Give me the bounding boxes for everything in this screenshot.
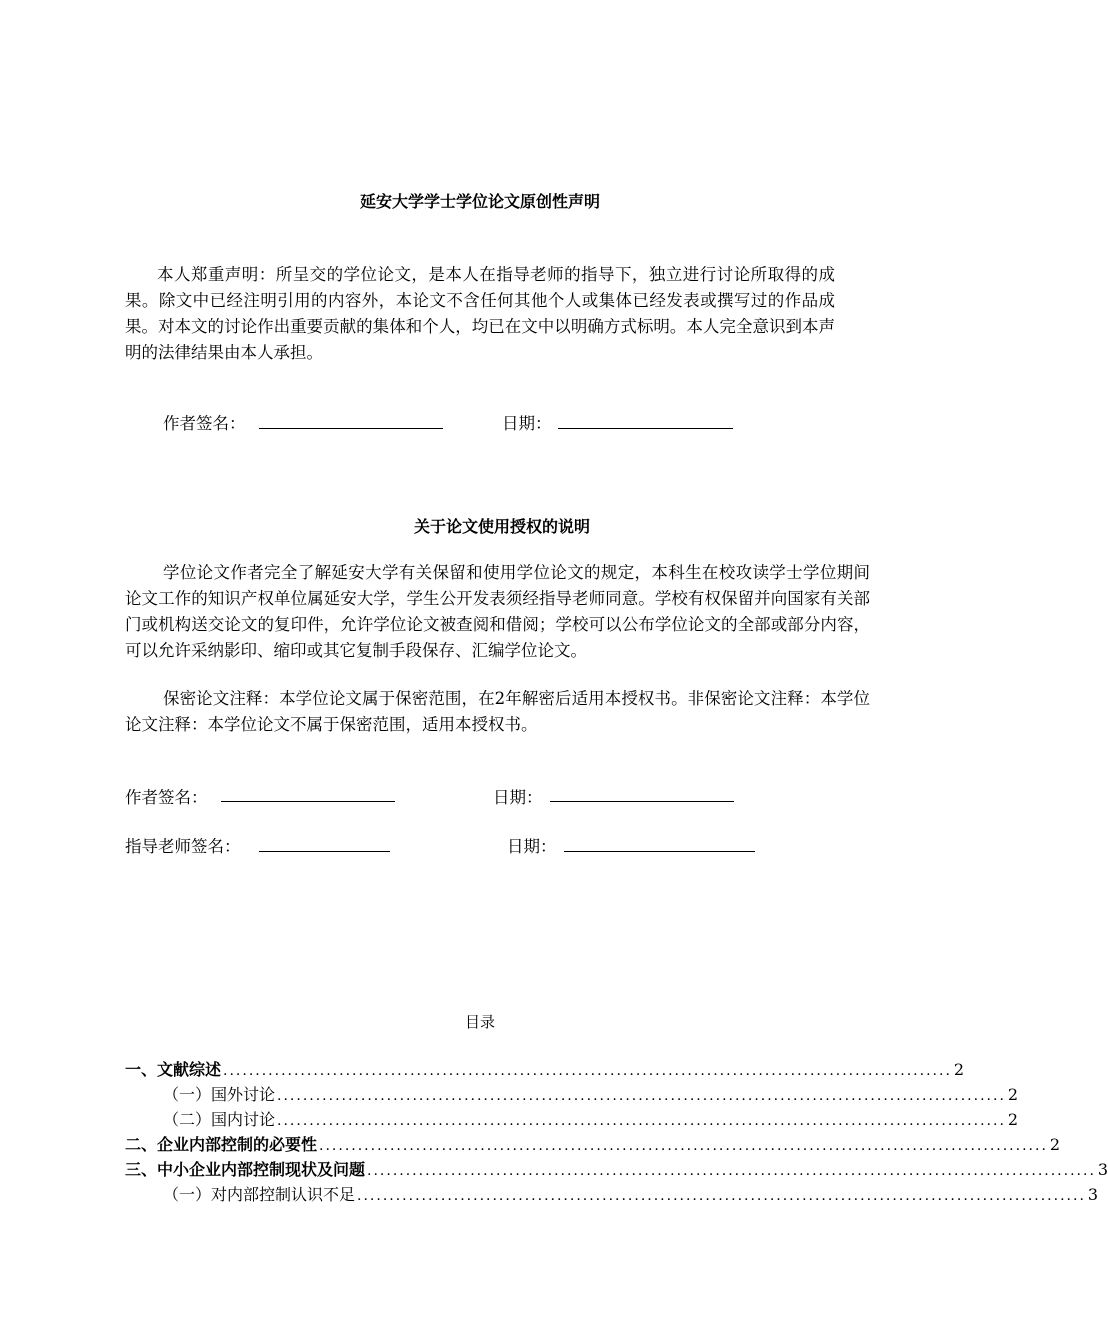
advisor-date-label: 日期： (507, 837, 557, 856)
toc-entry-page: 2 (953, 1060, 965, 1079)
authorization-date-label: 日期： (493, 788, 543, 807)
toc-entry[interactable] (163, 1083, 1019, 1107)
toc-leader-dots: ................................................................................................................. (277, 1088, 1006, 1104)
declaration-author-signature-line[interactable] (259, 428, 443, 429)
toc-entry-page: 3 (1087, 1185, 1099, 1204)
authorization-date-line[interactable] (550, 801, 734, 802)
toc-entry-text: （二）国内讨论 (163, 1110, 276, 1129)
toc-entry-page: 2 (1007, 1085, 1019, 1104)
toc-entry-text: 一、文献综述 (125, 1060, 222, 1079)
toc-entry-page: 2 (1007, 1110, 1019, 1129)
advisor-signature-line[interactable] (259, 851, 390, 852)
authorization-author-label: 作者签名： (125, 788, 208, 807)
authorization-author-signature-line[interactable] (221, 801, 395, 802)
declaration-date-line[interactable] (558, 428, 733, 429)
toc-entry-text: （一）国外讨论 (163, 1085, 276, 1104)
advisor-signature-label: 指导老师签名： (125, 837, 241, 856)
toc-entry-page: 3 (1097, 1160, 1108, 1179)
toc-heading: 目录 (464, 1013, 495, 1031)
advisor-date-line[interactable] (564, 851, 755, 852)
toc-entry[interactable] (163, 1183, 1099, 1207)
declaration-date-label: 日期： (502, 414, 552, 433)
authorization-body-1: 学位论文作者完全了解延安大学有关保留和使用学位论文的规定，本科生在校攻读学士学位期间论文工作的知识产权单位属延安大学，学生公开发表须经指导老师同意。学校有权保留并向国家有关部门或机构送交论文的复印件，允许学位论文被查阅和借阅；学校可以公布学位论文的全部或部分内容，可以允许采纳影印、缩印或其它复制手段保存、汇编学位论文。 (125, 563, 870, 660)
toc-leader-dots: ................................................................................................................. (277, 1113, 1006, 1129)
toc-entry[interactable] (125, 1058, 965, 1082)
toc-leader-dots: ................................................................................................................. (367, 1163, 1096, 1179)
toc-entry-text: 二、企业内部控制的必要性 (125, 1135, 318, 1154)
declaration-title: 延安大学学士学位论文原创性声明 (359, 192, 600, 211)
declaration-body: 本人郑重声明：所呈交的学位论文，是本人在指导老师的指导下，独立进行讨论所取得的成果。除文中已经注明引用的内容外，本论文不含任何其他个人或集体已经发表或撰写过的作品成果。对本文的讨论作出重要贡献的集体和个人，均已在文中以明确方式标明。本人完全意识到本声明的法律结果由本人承担。 (125, 265, 835, 362)
toc-entry-text: 三、中小企业内部控制现状及问题 (125, 1160, 366, 1179)
toc-entry-text: （一）对内部控制认识不足 (163, 1185, 356, 1204)
toc-entry-page: 2 (1049, 1135, 1061, 1154)
toc-entry[interactable] (163, 1108, 1019, 1132)
toc-leader-dots: ................................................................................................................. (319, 1138, 1048, 1154)
toc-entry[interactable] (125, 1133, 1061, 1157)
declaration-author-label: 作者签名： (163, 414, 246, 433)
toc-leader-dots: ................................................................................................................. (223, 1063, 952, 1079)
authorization-body-2: 保密论文注释：本学位论文属于保密范围，在2年解密后适用本授权书。非保密论文注释：本学位论文注释：本学位论文不属于保密范围，适用本授权书。 (125, 689, 870, 734)
toc-leader-dots: ................................................................................................................. (357, 1188, 1086, 1204)
toc-entry[interactable] (125, 1158, 1108, 1182)
authorization-title: 关于论文使用授权的说明 (413, 517, 590, 536)
